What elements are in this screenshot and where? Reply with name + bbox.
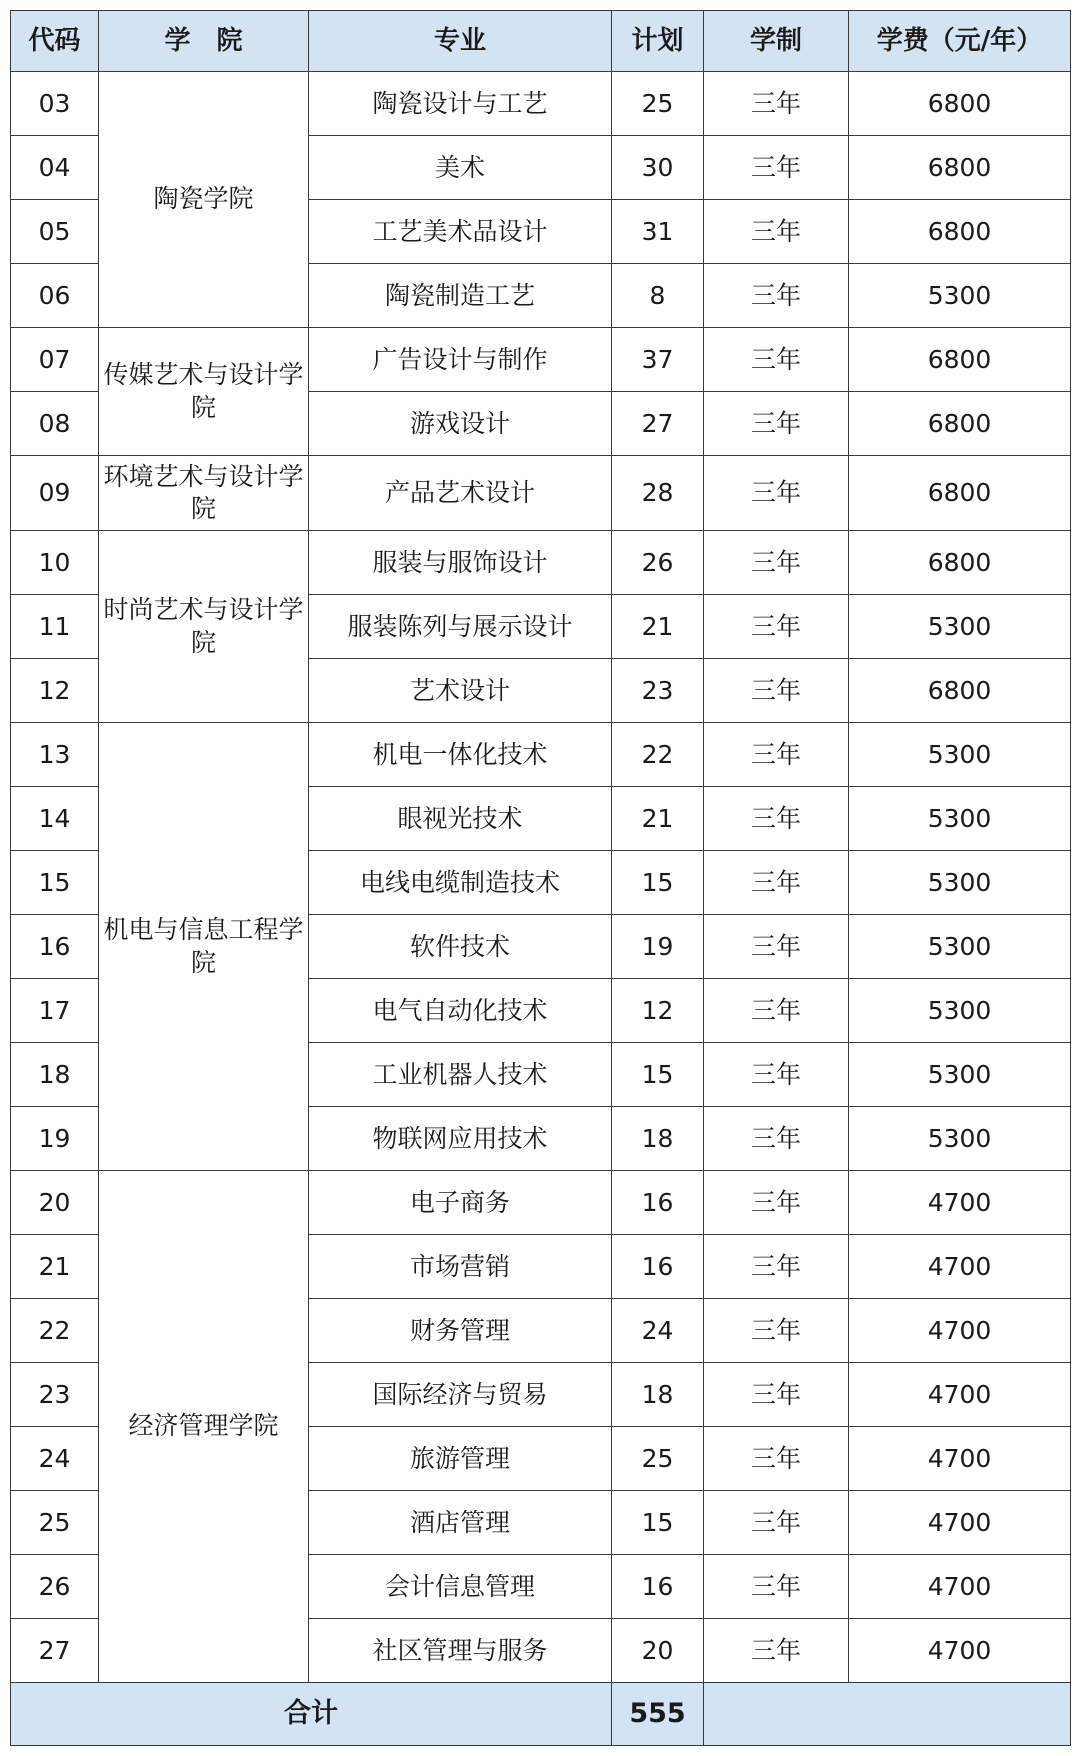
fee-cell: 6800 [849,72,1071,136]
total-row [11,1683,1071,1746]
college-cell: 时尚艺术与设计学院 [99,531,309,723]
plan-cell: 19 [612,915,704,979]
code-cell: 05 [11,200,99,264]
plan-cell: 18 [612,1107,704,1171]
fee-cell: 6800 [849,456,1071,531]
major-cell: 社区管理与服务 [309,1619,612,1683]
header-major: 专业 [309,11,612,72]
header-college: 学 院 [99,11,309,72]
major-cell: 眼视光技术 [309,787,612,851]
major-cell: 市场营销 [309,1235,612,1299]
fee-cell: 4700 [849,1491,1071,1555]
major-cell: 陶瓷设计与工艺 [309,72,612,136]
major-cell: 旅游管理 [309,1427,612,1491]
code-cell: 16 [11,915,99,979]
plan-cell: 16 [612,1235,704,1299]
fee-cell: 6800 [849,392,1071,456]
fee-cell: 5300 [849,1107,1071,1171]
code-cell: 04 [11,136,99,200]
total-label: 合计 [11,1683,612,1746]
code-cell: 08 [11,392,99,456]
fee-cell: 5300 [849,787,1071,851]
plan-cell: 30 [612,136,704,200]
duration-cell: 三年 [704,264,849,328]
code-cell: 15 [11,851,99,915]
fee-cell: 6800 [849,136,1071,200]
code-cell: 10 [11,531,99,595]
major-cell: 物联网应用技术 [309,1107,612,1171]
duration-cell: 三年 [704,1427,849,1491]
fee-cell: 5300 [849,723,1071,787]
header-plan: 计划 [612,11,704,72]
duration-cell: 三年 [704,1043,849,1107]
major-cell: 国际经济与贸易 [309,1363,612,1427]
major-cell: 美术 [309,136,612,200]
fee-cell: 4700 [849,1555,1071,1619]
plan-cell: 20 [612,1619,704,1683]
major-cell: 电线电缆制造技术 [309,851,612,915]
major-cell: 财务管理 [309,1299,612,1363]
code-cell: 12 [11,659,99,723]
plan-cell: 22 [612,723,704,787]
fee-cell: 4700 [849,1619,1071,1683]
duration-cell: 三年 [704,200,849,264]
code-cell: 11 [11,595,99,659]
code-cell: 22 [11,1299,99,1363]
duration-cell: 三年 [704,72,849,136]
major-cell: 产品艺术设计 [309,456,612,531]
duration-cell: 三年 [704,787,849,851]
duration-cell: 三年 [704,136,849,200]
code-cell: 06 [11,264,99,328]
fee-cell: 5300 [849,595,1071,659]
plan-cell: 24 [612,1299,704,1363]
college-cell: 陶瓷学院 [99,72,309,328]
fee-cell: 5300 [849,264,1071,328]
code-cell: 18 [11,1043,99,1107]
code-cell: 21 [11,1235,99,1299]
college-cell: 传媒艺术与设计学院 [99,328,309,456]
plan-cell: 8 [612,264,704,328]
fee-cell: 5300 [849,979,1071,1043]
plan-cell: 16 [612,1555,704,1619]
major-cell: 游戏设计 [309,392,612,456]
fee-cell: 4700 [849,1363,1071,1427]
fee-cell: 6800 [849,531,1071,595]
fee-cell: 4700 [849,1235,1071,1299]
header-fee: 学费（元/年） [849,11,1071,72]
plan-cell: 21 [612,787,704,851]
major-cell: 酒店管理 [309,1491,612,1555]
major-cell: 服装与服饰设计 [309,531,612,595]
table-row [11,1171,1071,1235]
duration-cell: 三年 [704,1299,849,1363]
major-cell: 广告设计与制作 [309,328,612,392]
duration-cell: 三年 [704,595,849,659]
plan-cell: 25 [612,72,704,136]
plan-cell: 26 [612,531,704,595]
fee-cell: 4700 [849,1299,1071,1363]
major-cell: 服装陈列与展示设计 [309,595,612,659]
table-row [11,531,1071,595]
major-cell: 艺术设计 [309,659,612,723]
duration-cell: 三年 [704,456,849,531]
enrollment-table-wrapper [10,10,1071,1746]
plan-cell: 16 [612,1171,704,1235]
college-cell: 环境艺术与设计学院 [99,456,309,531]
major-cell: 电子商务 [309,1171,612,1235]
plan-cell: 27 [612,392,704,456]
duration-cell: 三年 [704,979,849,1043]
duration-cell: 三年 [704,1491,849,1555]
fee-cell: 4700 [849,1171,1071,1235]
plan-cell: 37 [612,328,704,392]
plan-cell: 21 [612,595,704,659]
duration-cell: 三年 [704,915,849,979]
code-cell: 27 [11,1619,99,1683]
plan-cell: 28 [612,456,704,531]
major-cell: 机电一体化技术 [309,723,612,787]
duration-cell: 三年 [704,392,849,456]
code-cell: 17 [11,979,99,1043]
code-cell: 20 [11,1171,99,1235]
major-cell: 工艺美术品设计 [309,200,612,264]
duration-cell: 三年 [704,1235,849,1299]
table-row [11,72,1071,136]
header-code: 代码 [11,11,99,72]
fee-cell: 4700 [849,1427,1071,1491]
code-cell: 07 [11,328,99,392]
plan-cell: 15 [612,1491,704,1555]
fee-cell: 5300 [849,915,1071,979]
code-cell: 26 [11,1555,99,1619]
table-row [11,328,1071,392]
fee-cell: 6800 [849,200,1071,264]
college-cell: 机电与信息工程学院 [99,723,309,1171]
code-cell: 13 [11,723,99,787]
fee-cell: 6800 [849,659,1071,723]
plan-cell: 18 [612,1363,704,1427]
fee-cell: 6800 [849,328,1071,392]
plan-cell: 15 [612,1043,704,1107]
fee-cell: 5300 [849,851,1071,915]
fee-cell: 5300 [849,1043,1071,1107]
enrollment-plan-table [10,10,1071,1746]
code-cell: 23 [11,1363,99,1427]
code-cell: 03 [11,72,99,136]
duration-cell: 三年 [704,659,849,723]
plan-cell: 12 [612,979,704,1043]
plan-cell: 23 [612,659,704,723]
code-cell: 14 [11,787,99,851]
college-cell: 经济管理学院 [99,1171,309,1683]
code-cell: 09 [11,456,99,531]
total-empty-cell [704,1683,1071,1746]
table-row [11,456,1071,531]
major-cell: 软件技术 [309,915,612,979]
duration-cell: 三年 [704,1107,849,1171]
header-row [11,11,1071,72]
major-cell: 陶瓷制造工艺 [309,264,612,328]
duration-cell: 三年 [704,1555,849,1619]
code-cell: 19 [11,1107,99,1171]
duration-cell: 三年 [704,851,849,915]
table-body [11,72,1071,1683]
total-plan: 555 [612,1683,704,1746]
duration-cell: 三年 [704,1619,849,1683]
duration-cell: 三年 [704,531,849,595]
plan-cell: 15 [612,851,704,915]
duration-cell: 三年 [704,328,849,392]
plan-cell: 31 [612,200,704,264]
major-cell: 工业机器人技术 [309,1043,612,1107]
duration-cell: 三年 [704,1363,849,1427]
duration-cell: 三年 [704,723,849,787]
major-cell: 电气自动化技术 [309,979,612,1043]
code-cell: 24 [11,1427,99,1491]
major-cell: 会计信息管理 [309,1555,612,1619]
code-cell: 25 [11,1491,99,1555]
duration-cell: 三年 [704,1171,849,1235]
header-duration: 学制 [704,11,849,72]
plan-cell: 25 [612,1427,704,1491]
table-row [11,723,1071,787]
